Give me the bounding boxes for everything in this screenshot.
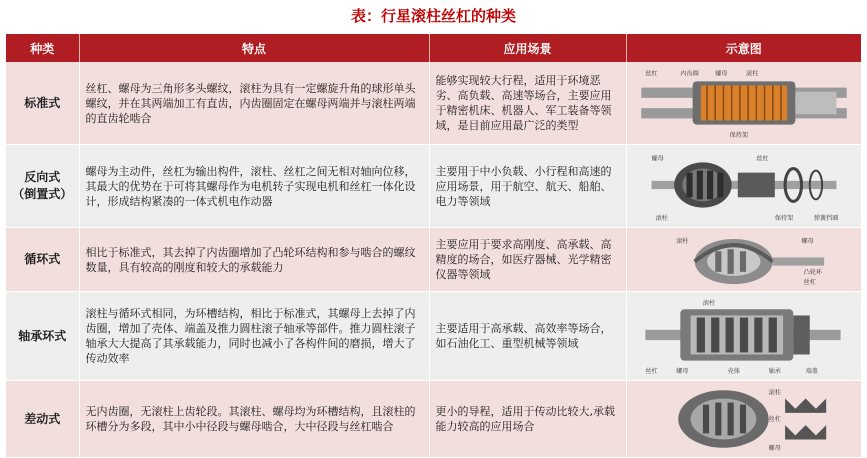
diagram-label: 螺母: [801, 238, 814, 246]
application-cell: 能够实现较大行程，适用于环境恶劣、高负载、高速等场合，主要应用于精密机床、机器人、军工装备等领域，是目前应用最广泛的类型: [429, 62, 626, 145]
diagram-label: 端盖: [805, 367, 818, 375]
diagram-label: 丝杠: [644, 367, 658, 375]
feature-cell: 相比于标准式，其去掉了内齿圈增加了凸轮环结构和参与啮合的螺纹数量，具有较高的刚度和较大的承载能力: [79, 228, 429, 292]
diagram-label: 滚柱: [745, 70, 758, 78]
header-feature: 特点: [79, 34, 429, 62]
diagram-label: 滚柱: [675, 238, 689, 246]
diagram-label: 螺母: [714, 70, 728, 78]
diagram-label: 滚柱: [702, 300, 715, 308]
diagram-label: 螺母: [675, 367, 689, 375]
header-row: [6, 34, 861, 62]
feature-cell: 无内齿圈，无滚柱上齿轮段。其滚柱、螺母均为环槽结构，且滚柱的环槽分为多段，其中小中径段与螺母啮合，大中径段与丝杠啮合: [79, 381, 429, 458]
application-cell: 主要用于中小负载、小行程和高速的应用场景，用于航空、航天、船舶、电力等领域: [429, 145, 626, 228]
diagram-label: 保持架: [774, 214, 793, 222]
kind-cell: 标准式: [6, 62, 79, 145]
feature-cell: 滚柱与循环式相同，为环槽结构，相比于标准式，其螺母上去掉了内齿圈，增加了壳体、端盖及推力圆柱滚子轴承等部件。推力圆柱滚子轴承大大提高了其承载能力，同时也减小了各构件间的磨损，增大了传动效率: [79, 292, 429, 381]
diagram-cell: [626, 62, 861, 145]
diagram-label: 滚柱: [655, 214, 668, 222]
diagram-label: 丝杠: [803, 279, 816, 287]
diagram-cell: [626, 145, 861, 228]
recirculating-type-diagram: [631, 230, 857, 289]
header-application: 应用场景: [429, 34, 626, 62]
diagram-label: 壳体: [727, 367, 740, 375]
application-cell: 主要应用于要求高刚度、高承载、高精度的场合，如医疗器械、光学精密仪器等领域: [429, 228, 626, 292]
standard-type-diagram: [631, 64, 857, 142]
diagram-label: 丝杠: [755, 155, 769, 163]
kind-cell: 循环式: [6, 228, 79, 292]
bearing-ring-type-diagram: [631, 294, 857, 378]
kind-cell: 差动式: [6, 381, 79, 458]
diagram-label: 丝杠: [644, 70, 658, 78]
feature-cell: 丝杠、螺母为三角形多头螺纹，滚柱为具有一定螺旋升角的球形单头螺纹，并在其两端加工有直齿，内齿圈固定在螺母两端并与滚柱两端的直齿轮啮合: [79, 62, 429, 145]
diagram-label: 凸轮环: [803, 268, 822, 276]
diagram-label: 螺母: [768, 444, 781, 452]
diagram-label: 螺母: [651, 155, 664, 163]
diagram-label: 轴承: [768, 367, 781, 375]
page-title: 表：行星滚柱丝杠的种类: [350, 7, 516, 25]
header-kind: 种类: [6, 34, 79, 62]
table-row: [6, 228, 861, 292]
table-row: [6, 381, 861, 458]
feature-cell: 螺母为主动件，丝杠为输出构件，滚柱、丝杠之间无相对轴向位移，其最大的优势在于可将其螺母作为电机转子实现电机和丝杠一体化设计，形成结构紧凑的一体式机电作动器: [79, 145, 429, 228]
diagram-cell: [626, 228, 861, 292]
diagram-label: 丝杠: [768, 416, 781, 424]
diagram-label: 滚柱: [768, 389, 781, 397]
table-row: [6, 62, 861, 145]
diagram-label: 弹簧挡圈: [813, 214, 838, 222]
diagram-label: 内齿圈: [679, 70, 699, 78]
differential-type-diagram: [631, 383, 857, 455]
table-row: [6, 145, 861, 228]
types-table: [6, 34, 862, 458]
inverted-type-diagram: [631, 147, 857, 225]
kind-cell: 反向式 （倒置式）: [6, 145, 79, 228]
table-row: [6, 292, 861, 381]
application-cell: 更小的导程，适用于传动比较大,承载能力较高的应用场合: [429, 381, 626, 458]
header-diagram: 示意图: [626, 34, 861, 62]
diagram-cell: [626, 381, 861, 458]
application-cell: 主要适用于高承载、高效率等场合，如石油化工、重型机械等领域: [429, 292, 626, 381]
diagram-cell: [626, 292, 861, 381]
diagram-label: 保持架: [729, 131, 748, 139]
kind-cell: 轴承环式: [6, 292, 79, 381]
